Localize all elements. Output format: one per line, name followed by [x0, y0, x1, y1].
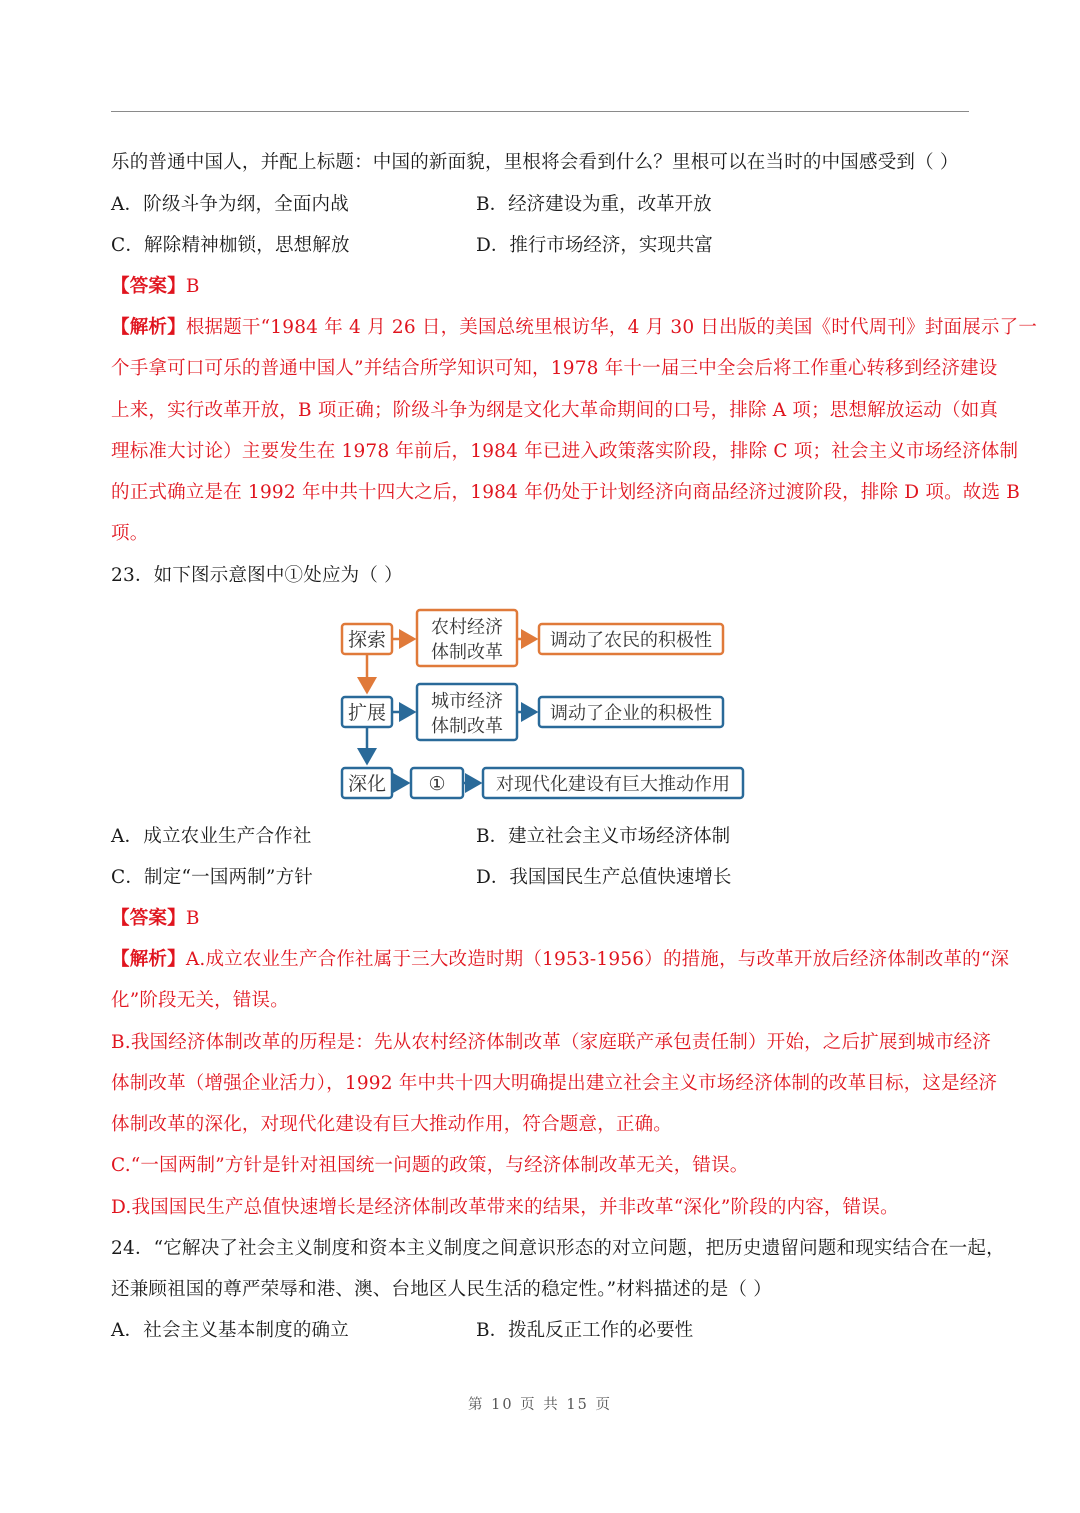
q24-stem-line-2: 还兼顾祖国的尊严荣辱和港、澳、台地区人民生活的稳定性。”材料描述的是（ ）: [111, 1279, 772, 1300]
q24-option-a: A．社会主义基本制度的确立: [111, 1320, 349, 1341]
q23-analysis-line-4: 体制改革（增强企业活力），1992 年中共十四大明确提出建立社会主义市场经济体制的改革目标，这是经济: [111, 1073, 998, 1094]
analysis-text: 根据题干“1984 年 4 月 26 日，美国总统里根访华，4 月 30 日出版的美国《时代周刊》封面展示了一: [185, 317, 1038, 338]
q22-analysis-line-1: [111, 316, 1037, 340]
q23-option-b: B．建立社会主义市场经济体制: [476, 826, 731, 847]
urban-reform-line-1: 城市经济: [431, 691, 503, 712]
page-footer: 第 10 页 共 15 页: [468, 1397, 612, 1413]
answer-tag: 【答案】: [111, 908, 186, 929]
urban-reform-line-2: 体制改革: [431, 716, 503, 737]
rural-reform-line-1: 农村经济: [431, 617, 503, 638]
stage-expand-label: 扩展: [347, 702, 387, 724]
q23-option-a: A．成立农业生产合作社: [111, 826, 312, 847]
header-rule: [111, 111, 969, 112]
q24-option-b: B．拨乱反正工作的必要性: [476, 1320, 694, 1341]
q23-answer: [111, 907, 200, 931]
q23-analysis-line-1: [111, 948, 1009, 972]
answer-value: B: [185, 908, 200, 929]
q22-option-b: B．经济建设为重，改革开放: [476, 194, 712, 215]
q22-option-d: D．推行市场经济，实现共富: [476, 235, 713, 256]
q22-stem-continuation: 乐的普通中国人，并配上标题：中国的新面貌，里根将会看到什么？里根可以在当时的中国感受到（ ）: [111, 152, 959, 173]
box-blank-1: [411, 768, 463, 798]
stage-deepen: [342, 768, 392, 798]
rural-reform-line-2: 体制改革: [431, 642, 503, 663]
stage-explore-label: 探索: [347, 629, 387, 651]
analysis-tag: 【解析】: [111, 317, 186, 338]
stage-explore: [342, 624, 392, 654]
q23-analysis-line-3: B.我国经济体制改革的历程是：先从农村经济体制改革（家庭联产承包责任制）开始，之后扩展到城市经济: [111, 1032, 992, 1053]
reform-flow-diagram: [338, 606, 748, 806]
q22-analysis-line-5: 的正式确立是在 1992 年中共十四大之后，1984 年仍处于计划经济向商品经济过渡阶段，排除 D 项。故选 B: [111, 482, 1021, 503]
q23-option-c: C．制定“一国两制”方针: [111, 867, 313, 888]
box-urban-reform: [417, 684, 517, 740]
q23-analysis-line-5: 体制改革的深化，对现代化建设有巨大推动作用，符合题意，正确。: [111, 1114, 673, 1135]
q22-analysis-line-2: 个手拿可口可乐的普通中国人”并结合所学知识可知，1978 年十一届三中全会后将工作重心转移到经济建设: [111, 358, 998, 379]
q22-analysis-line-4: 理标准大讨论）主要发生在 1978 年前后，1984 年已进入政策落实阶段，排除 C 项；社会主义市场经济体制: [111, 441, 1019, 462]
q22-analysis-line-6: 项。: [111, 523, 149, 544]
result-enterprises: [539, 697, 723, 727]
q23-option-d: D．我国国民生产总值快速增长: [476, 867, 732, 888]
stage-deepen-label: 深化: [347, 773, 387, 795]
q22-answer: [111, 275, 200, 299]
analysis-text: A.成立农业生产合作社属于三大改造时期（1953-1956）的措施，与改革开放后经济体制改革的“深: [185, 949, 1010, 970]
q22-option-c: C．解除精神枷锁，思想解放: [111, 235, 350, 256]
box-rural-reform: [417, 610, 517, 666]
blank-1-label: ①: [428, 773, 446, 795]
result-farmers-label: 调动了农民的积极性: [550, 630, 712, 651]
q22-option-a: A．阶级斗争为纲，全面内战: [111, 194, 349, 215]
result-enterprises-label: 调动了企业的积极性: [550, 703, 712, 724]
result-modernization: [483, 768, 743, 798]
q23-analysis-line-6: C.“一国两制”方针是针对祖国统一问题的政策，与经济体制改革无关，错误。: [111, 1155, 749, 1176]
q23-stem: 23．如下图示意图中①处应为（ ）: [111, 565, 403, 586]
q23-analysis-line-2: 化”阶段无关，错误。: [111, 990, 289, 1011]
analysis-tag: 【解析】: [111, 949, 186, 970]
q22-analysis-line-3: 上来，实行改革开放，B 项正确；阶级斗争为纲是文化大革命期间的口号，排除 A 项；思想解放运动（如真: [111, 400, 999, 421]
result-farmers: [539, 624, 723, 654]
q23-analysis-line-7: D.我国国民生产总值快速增长是经济体制改革带来的结果，并非改革“深化”阶段的内容，错误。: [111, 1197, 899, 1218]
q24-stem-line-1: 24．“它解决了社会主义制度和资本主义制度之间意识形态的对立问题，把历史遗留问题和现实结合在一起，: [111, 1238, 1005, 1259]
answer-value: B: [185, 276, 200, 297]
stage-expand: [342, 697, 392, 727]
answer-tag: 【答案】: [111, 276, 186, 297]
result-modernization-label: 对现代化建设有巨大推动作用: [496, 774, 730, 795]
